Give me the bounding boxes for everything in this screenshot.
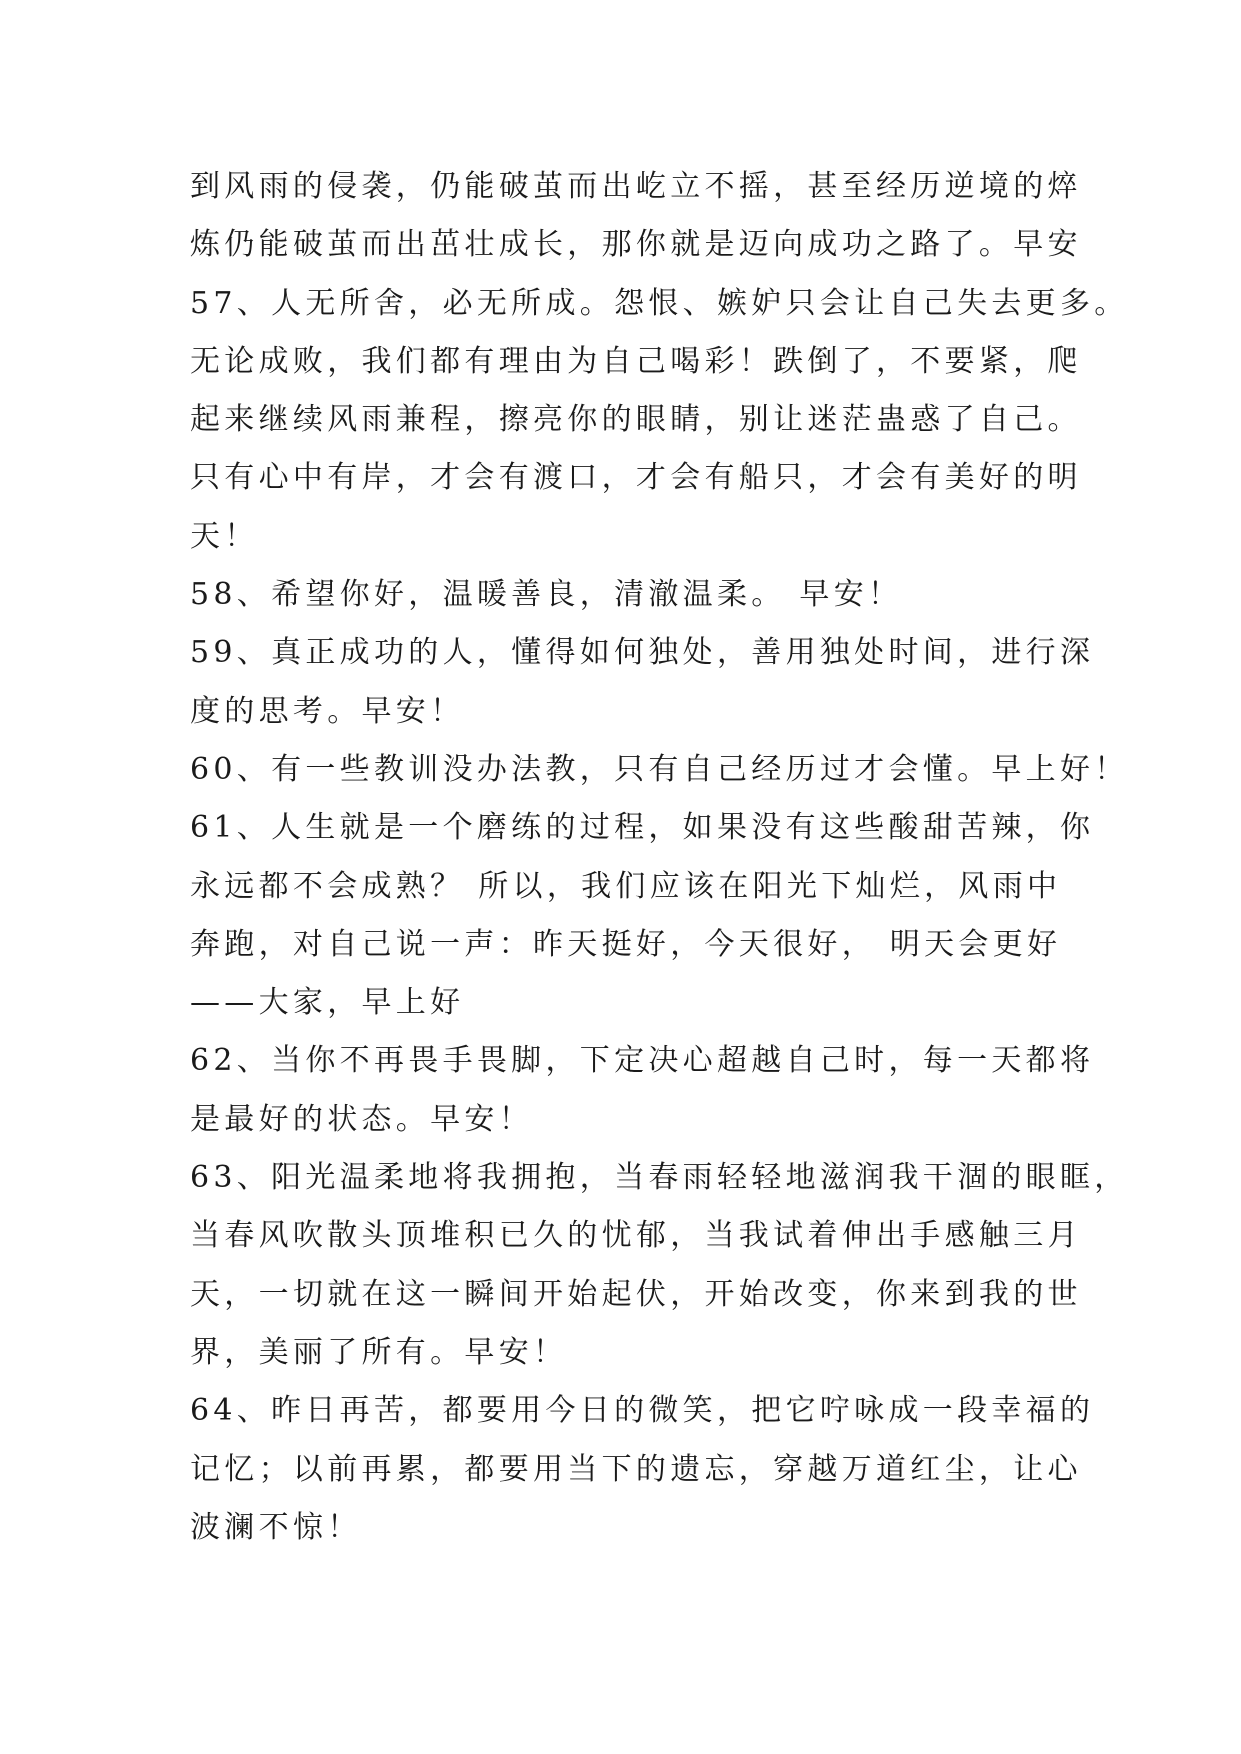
text-line: 界，美丽了所有。早安！ [190, 1334, 568, 1370]
text-line: 61、人生就是一个磨练的过程，如果没有这些酸甜苦辣，你 [190, 810, 1095, 846]
text-line: 62、当你不再畏手畏脚，下定决心超越自己时，每一天都将 [190, 1043, 1095, 1079]
body-text [190, 158, 1129, 1557]
text-line: 只有心中有岸，才会有渡口，才会有船只，才会有美好的明 [190, 460, 1082, 496]
text-line: 度的思考。早安！ [190, 693, 465, 729]
text-line: 天，一切就在这一瞬间开始起伏，开始改变，你来到我的世 [190, 1276, 1082, 1312]
text-line: ——大家，早上好 [190, 985, 465, 1021]
text-line: 63、阳光温柔地将我拥抱，当春雨轻轻地滋润我干涸的眼眶， [190, 1160, 1129, 1196]
text-line: 60、有一些教训没办法教，只有自己经历过才会懂。早上好！ [190, 751, 1129, 787]
text-line: 起来继续风雨兼程，擦亮你的眼睛，别让迷茫蛊惑了自己。 [190, 402, 1082, 438]
text-line: 天！ [190, 518, 259, 554]
text-line: 59、真正成功的人，懂得如何独处，善用独处时间，进行深 [190, 635, 1095, 671]
text-line: 当春风吹散头顶堆积已久的忧郁，当我试着伸出手感触三月 [190, 1218, 1082, 1254]
text-line: 57、人无所舍，必无所成。怨恨、嫉妒只会让自己失去更多。 [190, 285, 1129, 321]
text-line: 64、昨日再苦，都要用今日的微笑，把它咛咏成一段幸福的 [190, 1393, 1095, 1429]
text-line: 炼仍能破茧而出茁壮成长，那你就是迈向成功之路了。早安 [190, 227, 1082, 263]
text-line: 无论成败，我们都有理由为自己喝彩！跌倒了，不要紧，爬 [190, 343, 1082, 379]
text-line: 奔跑，对自己说一声：昨天挺好，今天很好， 明天会更好 [190, 926, 1062, 962]
text-line: 是最好的状态。早安！ [190, 1101, 533, 1137]
text-line: 记忆；以前再累，都要用当下的遗忘，穿越万道红尘，让心 [190, 1451, 1082, 1487]
text-line: 永远都不会成熟？ 所以，我们应该在阳光下灿烂，风雨中 [190, 868, 1062, 904]
text-line: 到风雨的侵袭，仍能破茧而出屹立不摇，甚至经历逆境的焠 [190, 169, 1082, 204]
text-line: 波澜不惊！ [190, 1509, 362, 1545]
text-line: 58、希望你好，温暖善良，清澈温柔。 早安！ [190, 577, 903, 613]
